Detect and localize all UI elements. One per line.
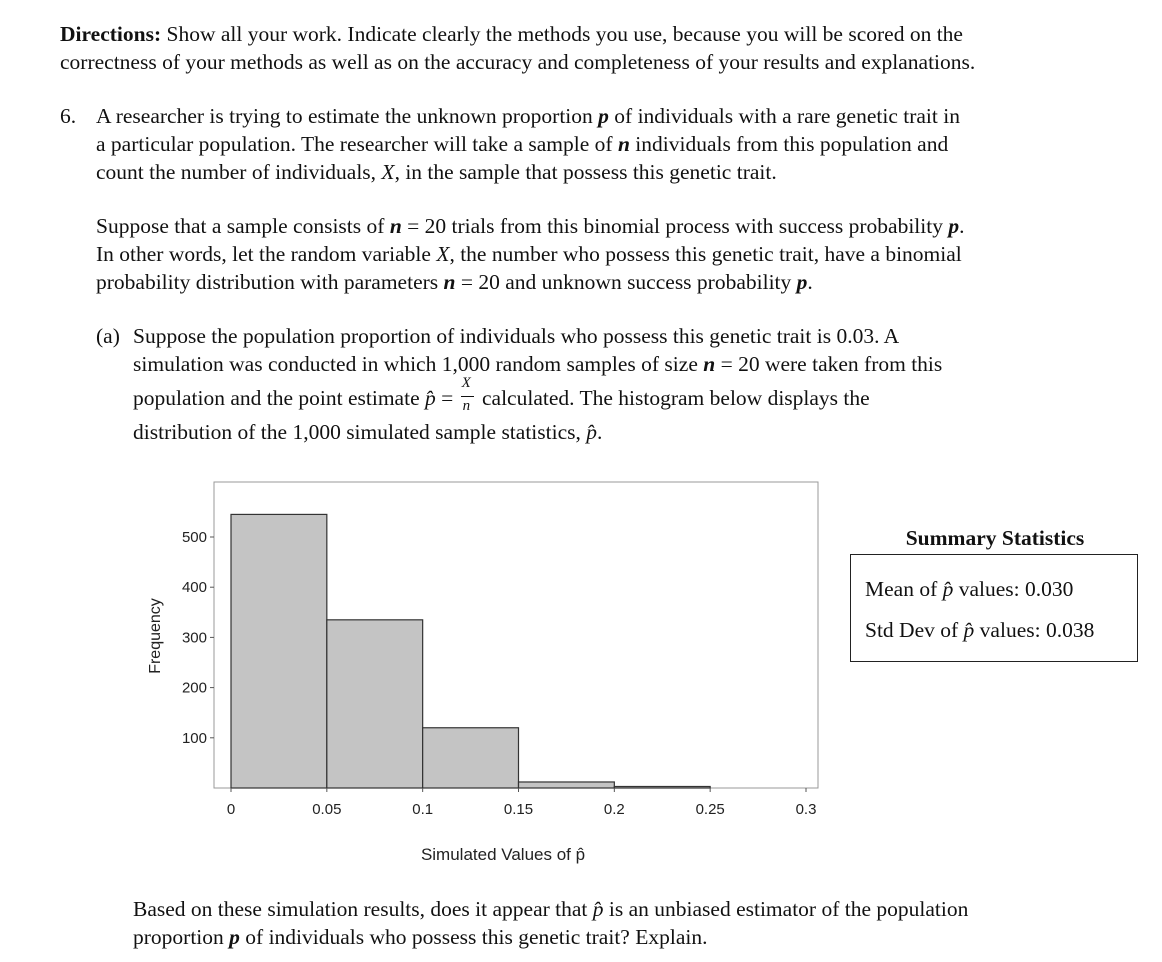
- part-a-line-3: [133, 375, 1093, 418]
- summary-std-dev: [865, 616, 1094, 644]
- summary-text: Std Dev of: [865, 618, 964, 642]
- y-axis-label: Frequency: [147, 598, 164, 674]
- histogram-bar: [614, 786, 710, 788]
- var-x: X: [381, 160, 395, 184]
- y-tick-label: 100: [181, 729, 207, 747]
- summary-mean: [865, 575, 1073, 603]
- var-p: p: [229, 925, 240, 949]
- y-tick-label: 400: [181, 579, 207, 597]
- equals-sign: =: [435, 386, 459, 410]
- histogram-bar: [519, 782, 615, 788]
- fraction-denominator: n: [462, 398, 471, 414]
- q-text: a particular population. The researcher will take a sample of: [96, 132, 618, 156]
- y-tick-label: 300: [181, 629, 207, 647]
- y-tick-label: 200: [181, 679, 207, 697]
- summary-box: [850, 554, 1138, 662]
- x-tick-label: 0.3: [795, 801, 817, 818]
- summary-text: values: 0.030: [953, 577, 1074, 601]
- var-p-hat: p̂: [942, 577, 954, 601]
- q-text: .: [959, 214, 965, 238]
- q-text: .: [597, 420, 603, 444]
- q-text: Suppose that a sample consists of: [96, 214, 390, 238]
- q-text: = 20 and unknown success probability: [455, 270, 797, 294]
- y-tick-label: 500: [181, 529, 207, 546]
- part-a-line-2: [133, 350, 1093, 378]
- directions-label: Directions:: [60, 22, 162, 46]
- part-a-text: [133, 322, 1093, 446]
- x-tick-label: 0.1: [412, 801, 434, 818]
- var-p: p: [948, 214, 960, 238]
- part-a-line-1: Suppose the population proportion of individuals who possess this genetic trait is 0.03. A: [133, 324, 900, 348]
- directions: [60, 20, 1120, 76]
- part-a-label: (a): [96, 324, 120, 348]
- histogram-svg: [0, 470, 840, 870]
- question-number: 6.: [60, 104, 77, 128]
- var-p: p: [796, 270, 808, 294]
- question-intro: [96, 102, 1096, 186]
- q-text: Based on these simulation results, does it appear that: [133, 897, 593, 921]
- histogram-chart: [0, 470, 840, 870]
- part-a-line-4: [133, 418, 1093, 446]
- q-text: of individuals with a rare genetic trait in: [608, 104, 960, 128]
- var-p-hat: p̂: [424, 386, 436, 410]
- q-text: calculated. The histogram below displays the: [476, 386, 870, 410]
- q-text: , the number who possess this genetic trait, have a binomial: [449, 242, 962, 266]
- summary-text: values: 0.038: [974, 618, 1095, 642]
- q-text: .: [807, 270, 813, 294]
- x-tick-label: 0: [226, 801, 236, 818]
- q-text: is an unbiased estimator of the population: [603, 897, 969, 921]
- q-text: A researcher is trying to estimate the unknown proportion: [96, 104, 599, 128]
- directions-text-1: Show all your work. Indicate clearly the methods you use, because you will be scored on the: [161, 22, 963, 46]
- x-tick-label: 0.15: [503, 801, 534, 818]
- final-question: [133, 895, 1113, 951]
- q-text: of individuals who possess this genetic trait? Explain.: [239, 925, 708, 949]
- summary-text: Mean of: [865, 577, 943, 601]
- var-n: n: [389, 214, 402, 238]
- var-p-hat: p̂: [592, 897, 604, 921]
- histogram-bar: [327, 620, 423, 788]
- histogram-bar: [231, 514, 327, 788]
- q-text: proportion: [133, 925, 230, 949]
- var-n: n: [703, 352, 716, 376]
- x-tick-label: 0.2: [603, 801, 625, 818]
- fraction-numerator: X: [461, 375, 471, 391]
- var-x: X: [436, 242, 450, 266]
- q-text: = 20 were taken from this: [715, 352, 943, 376]
- q-text: probability distribution with parameters: [96, 270, 444, 294]
- var-p: p: [598, 104, 609, 128]
- var-n: n: [617, 132, 630, 156]
- q-text: , in the sample that possess this genetic trait.: [394, 160, 777, 184]
- q-text: = 20 trials from this binomial process with success probability: [401, 214, 949, 238]
- fraction-x-over-n: [461, 375, 475, 414]
- summary-title: Summary Statistics: [905, 526, 1085, 550]
- question-binomial-paragraph: [96, 212, 1096, 296]
- q-text: population and the point estimate: [133, 386, 425, 410]
- q-text: In other words, let the random variable: [96, 242, 437, 266]
- x-tick-label: 0.05: [312, 801, 342, 818]
- histogram-bar: [423, 728, 519, 788]
- q-text: distribution of the 1,000 simulated sample statistics,: [133, 420, 587, 444]
- q-text: individuals from this population and: [629, 132, 949, 156]
- q-text: count the number of individuals,: [96, 160, 382, 184]
- var-p-hat: p̂: [586, 420, 597, 444]
- x-tick-label: 0.25: [695, 801, 725, 818]
- directions-text-2: correctness of your methods as well as on the accuracy and completeness of your results and explanations.: [60, 50, 976, 74]
- var-p-hat: p̂: [963, 618, 975, 642]
- x-axis-label: Simulated Values of p̂: [420, 845, 586, 864]
- var-n: n: [443, 270, 456, 294]
- q-text: simulation was conducted in which 1,000 random samples of size: [133, 352, 704, 376]
